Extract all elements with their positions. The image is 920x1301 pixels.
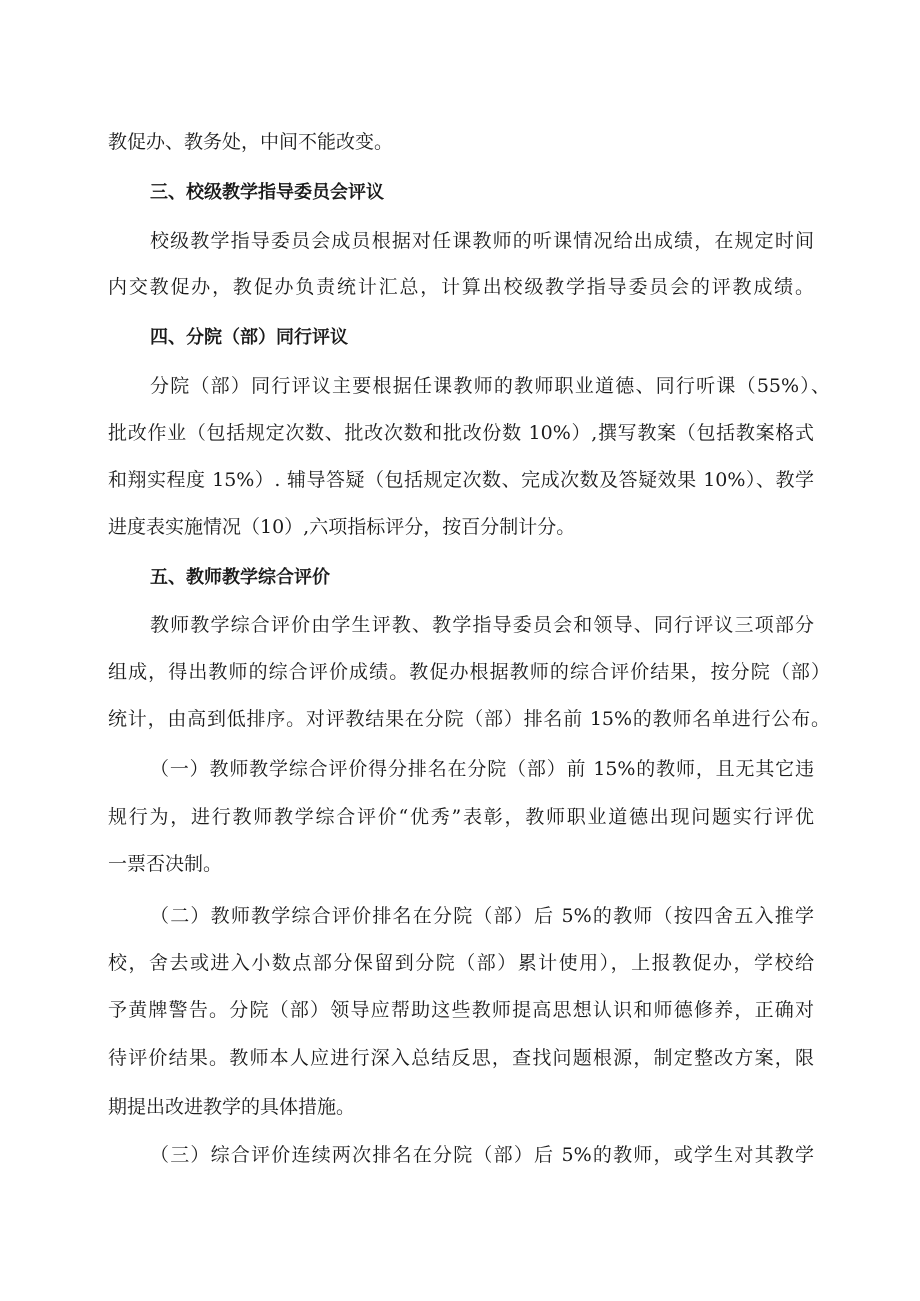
section-5-heading: 五、教师教学综合评价 <box>150 567 330 588</box>
section-3-heading: 三、校级教学指导委员会评议 <box>150 182 384 203</box>
section-4-heading: 四、分院（部）同行评议 <box>150 327 348 348</box>
text-line: 组成，得出教师的综合评价成绩。教促办根据教师的综合评价结果，按分院（部） <box>108 661 830 683</box>
text-line: （二）教师教学综合评价排名在分院（部）后 5%的教师（按四舍五入推学 <box>150 905 814 927</box>
text-line: （三）综合评价连续两次排名在分院（部）后 5%的教师，或学生对其教学 <box>150 1144 814 1166</box>
text-line: 统计，由高到低排序。对评教结果在分院（部）排名前 15%的教师名单进行公布。 <box>108 708 830 730</box>
text-line: 进度表实施情况（10）,六项指标评分，按百分制计分。 <box>108 516 576 538</box>
text-line: 批改作业（包括规定次数、批改次数和批改份数 10%）,撰写教案（包括教案格式 <box>108 422 814 444</box>
text-line: 分院（部）同行评议主要根据任课教师的教师职业道德、同行听课（55%）、 <box>150 375 830 397</box>
text-line: 教师教学综合评价由学生评教、教学指导委员会和领导、同行评议三项部分 <box>150 614 814 636</box>
text-line: 校，舍去或进入小数点部分保留到分院（部）累计使用），上报教促办，学校给 <box>108 952 814 974</box>
paragraph-continuation: 教促办、教务处，中间不能改变。 <box>108 131 394 153</box>
text-line: 一票否决制。 <box>108 853 223 875</box>
text-line: 期提出改进教学的具体措施。 <box>108 1096 356 1118</box>
text-line: 和翔实程度 15%）. 辅导答疑（包括规定次数、完成次数及答疑效果 10%）、教学 <box>108 469 814 491</box>
text-line: （一）教师教学综合评价得分排名在分院（部）前 15%的教师，且无其它违 <box>150 758 814 780</box>
text-line: 规行为，进行教师教学综合评价“优秀”表彰，教师职业道德出现问题实行评优 <box>108 806 814 828</box>
text-line: 校级教学指导委员会成员根据对任课教师的听课情况给出成绩，在规定时间 <box>150 230 814 252</box>
text-line: 予黄牌警告。分院（部）领导应帮助这些教师提高思想认识和师德修养，正确对 <box>108 999 814 1021</box>
text-line: 内交教促办，教促办负责统计汇总，计算出校级教学指导委员会的评教成绩。 <box>108 276 814 298</box>
text-line: 待评价结果。教师本人应进行深入总结反思，查找问题根源，制定整改方案，限 <box>108 1047 814 1069</box>
